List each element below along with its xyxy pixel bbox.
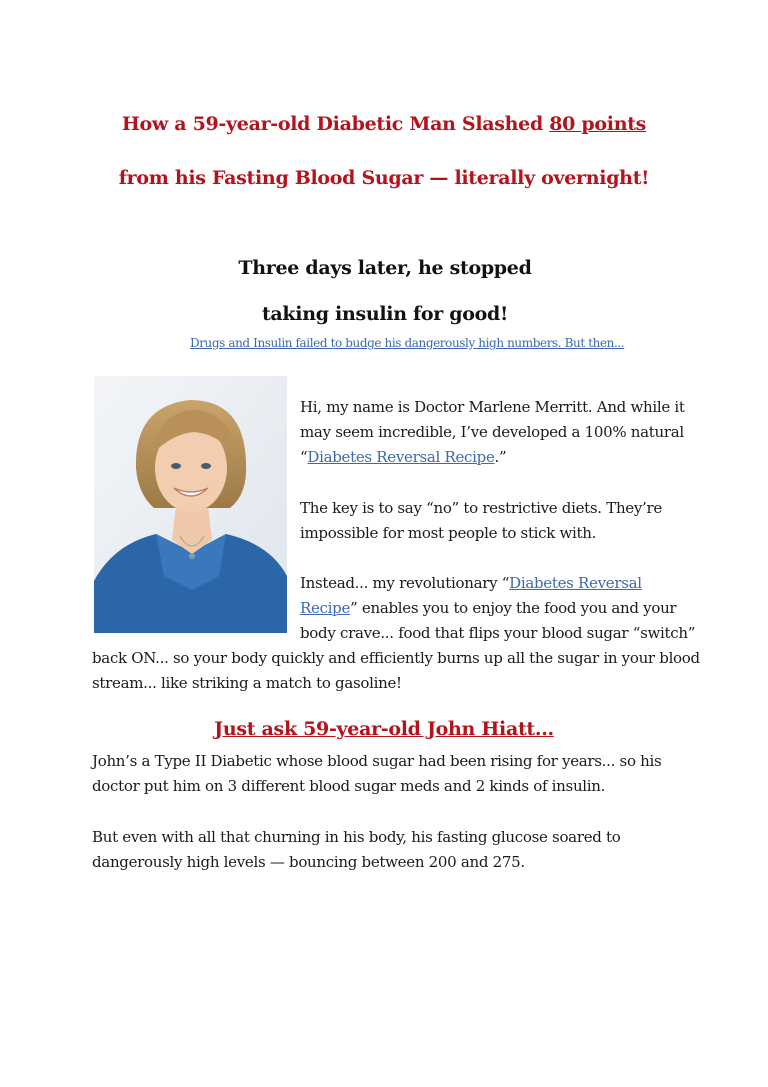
instead-paragraph [300,571,700,646]
subheadline-line-2: taking insulin for good! [261,303,509,325]
headline-emphasis: 80 points [549,113,647,135]
doctor-portrait-photo [94,376,287,633]
instead-text: Instead... my revolutionary “ [300,574,510,592]
glucose-paragraph: But even with all that churning in his body, his fasting glucose soared to dangerously high levels — bouncing between 200 and 275. [92,828,621,871]
headline-line-1 [0,112,768,136]
john-paragraph: John’s a Type II Diabetic whose blood sugar had been rising for years... so his doctor put him on 3 different blood sugar meds and 2 kinds of insulin. [92,752,662,795]
teaser-link[interactable]: Drugs and Insulin failed to budge his dangerously high numbers. But then... [190,336,625,350]
portrait-illustration [94,376,287,633]
key-paragraph: The key is to say “no” to restrictive diets. They’re impossible for most people to stick with. [300,499,662,542]
intro-paragraph [300,395,700,470]
headline-prefix: How a 59-year-old Diabetic Man Slashed [121,113,550,135]
diabetes-reversal-recipe-link-2[interactable]: Diabetes Reversal Recipe [300,574,642,617]
continuation-paragraph: back ON... so your body quickly and efficiently burns up all the sugar in your blood stream... like striking a match to gasoline! [92,649,700,692]
subheadline-line-1: Three days later, he stopped [238,257,532,279]
intro-text: Hi, my name is Doctor Marlene Merritt. And while it may seem incredible, I’ve developed a 100% natural “ [300,398,685,466]
instead-text-end: ” enables you to enjoy the food you and your body crave... food that flips your blood sugar “switch” [300,599,696,642]
intro-text-end: .” [494,448,507,466]
headline-line-2: from his Fasting Blood Sugar — literally overnight! [118,167,650,189]
diabetes-reversal-recipe-link[interactable]: Diabetes Reversal Recipe [307,448,495,466]
ask-heading: Just ask 59-year-old John Hiatt... [214,718,554,740]
